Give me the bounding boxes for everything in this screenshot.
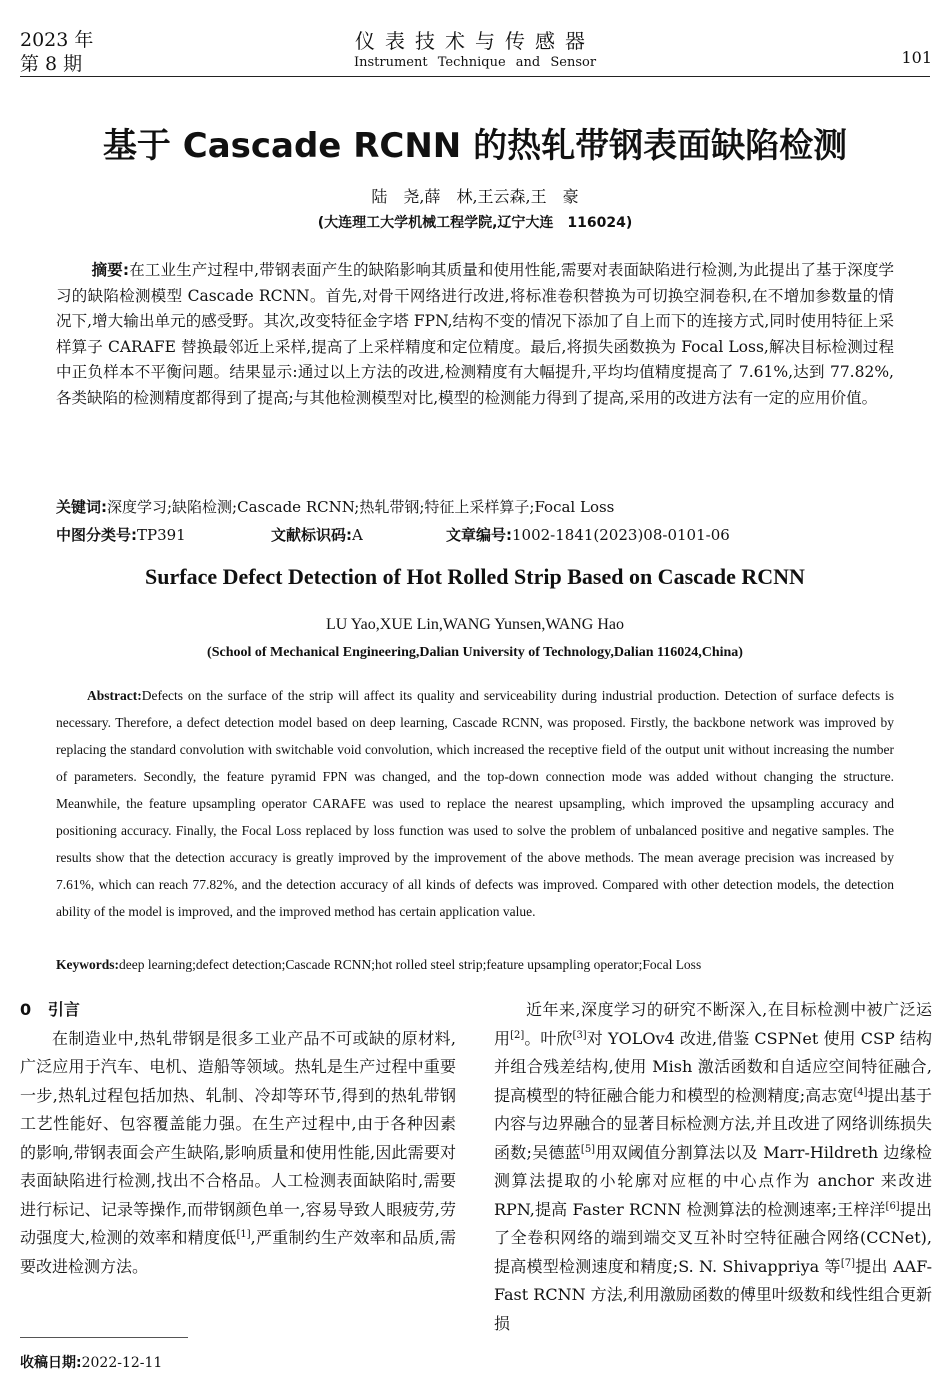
journal-name-en: Instrument Technique and Sensor (353, 55, 597, 70)
citation-2[interactable]: [2] (510, 1029, 525, 1041)
journal-name-cn: 仪表技术与传感器 (355, 29, 595, 53)
journal-name (0, 28, 950, 72)
intro-p2-e: 用双阈值分割算法以及 Marr-Hildreth 边缘检测算法提取的小轮廓对应框的中心点作为 anchor 来改进 RPN,提高 Faster RCNN 检测算法的检测速率;王梓洋 (494, 1142, 932, 1219)
body-column-left (20, 996, 456, 1281)
clc-label: 中图分类号: (56, 526, 137, 544)
abstract-cn-text: 在工业生产过程中,带钢表面产生的缺陷影响其质量和使用性能,需要对表面缺陷进行检测,为此提出了基于深度学习的缺陷检测模型 Cascade RCNN。首先,对骨干网络进行改进,将标准卷积替换为可切换空洞卷积,在不增加参数量的情况下,增大输出单元的感受野。其次,改变特征金字塔 FPN,结构不变的情况下添加了自上而下的连接方式,同时使用特征上采样算子 CARAFE 替换最邻近上采样,提高了上采样精度和定位精度。最后,将损失函数换为 Focal Loss,解决目标检测过程中正负样本不平衡问题。结果显示:通过以上方法的改进,检测精度有大幅提升,平均均值精度提高了 7.61%,达到 77.82%,各类缺陷的检测精度都得到了提高;与其他检测模型对比,模型的检测能力得到了提高,采用的改进方法有一定的应用价值。 (56, 261, 894, 407)
header-divider (20, 76, 930, 77)
intro-p2-d: 提出基于内容与边界融合的显著目标检测方法,并且改进了网络训练损失函数;吴德蓝 (494, 1085, 932, 1162)
doc-code-cell (271, 524, 446, 546)
citation-1[interactable]: [1] (236, 1229, 251, 1240)
section-heading-intro (20, 996, 456, 1025)
keywords-cn-text: 深度学习;缺陷检测;Cascade RCNN;热轧带钢;特征上采样算子;Focal Loss (107, 498, 615, 516)
abstract-en (56, 682, 894, 925)
issue-number: 第 8 期 (20, 53, 83, 75)
intro-paragraph-1 (20, 1025, 456, 1282)
authors-cn: 陆 尧,薛 林,王云森,王 豪 (371, 187, 579, 206)
abstract-en-text: Defects on the surface of the strip will affect its quality and serviceability during industrial production. Detection of surface defects is necessary. Therefore, a defect detection model based on deep learning, Cascade RCNN, was proposed. Firstly, the backbone network was improved by replacing the standard convolution with switchable void convolution, which increased the receptive field of the output unit without increasing the number of parameters. Secondly, the feature pyramid FPN was changed, and the top-down connection mode was added without changing the structure. Meanwhile, the feature upsampling operator CARAFE was used to replace the nearest upsampling, which improved the upsampling accuracy and positioning accuracy. Finally, the Focal Loss replaced by loss function was used to solve the problem of unbalanced positive and negative samples. The results show that the detection accuracy is greatly improved by the improvement of the above methods. The mean average precision was increased by 7.61%, which can reach 77.82%, and the detection accuracy of all kinds of defects was improved. Compared with other detection models, the detection ability of the model is improved, and the improved method has certain application value. (56, 688, 894, 919)
intro-p2-a: 近年来,深度学习的研究不断深入,在目标检测中被广泛运用 (494, 1000, 932, 1048)
citation-3[interactable]: [3] (572, 1029, 587, 1041)
article-number-cell (446, 524, 730, 546)
article-number-label: 文章编号: (446, 526, 512, 544)
page-number: 101 (901, 48, 932, 67)
intro-p2-c: 对 YOLOv4 改进,借鉴 CSPNet 使用 CSP 结构并组合残差结构,使用 Mish 激活函数和自适应空间特征融合,提高模型的特征融合能力和模型的检测精度;高志宽 (494, 1028, 932, 1105)
title-en: Surface Defect Detection of Hot Rolled Strip Based on Cascade RCNN (145, 564, 805, 589)
classification-row (56, 524, 896, 546)
intro-p1-end: ,严重制约生产效率和品质,需要改进检测方法。 (20, 1228, 456, 1276)
abstract-en-label: Abstract: (87, 688, 142, 703)
authors-en: LU Yao,XUE Lin,WANG Yunsen,WANG Hao (325, 616, 625, 633)
affiliation-en: (School of Mechanical Engineering,Dalian University of Technology,Dalian 116024,China) (207, 645, 743, 660)
citation-5[interactable]: [5] (580, 1143, 596, 1155)
footnote-divider (20, 1337, 188, 1338)
citation-6[interactable]: [6] (885, 1200, 900, 1212)
clc-value: TP391 (137, 526, 186, 544)
section-title: 引言 (47, 1000, 80, 1019)
section-number: 0 (20, 1000, 32, 1019)
intro-p2-f: 提出了全卷积网络的端到端交叉互补时空特征融合网络(CCNet),提高模型检测速度和精度;S. N. Shivappriya 等 (494, 1199, 932, 1276)
abstract-cn (56, 258, 894, 412)
keywords-cn (56, 496, 894, 518)
footnote-received (20, 1352, 162, 1372)
intro-p2-b: 。叶欣 (524, 1028, 573, 1048)
intro-paragraph-2 (494, 996, 932, 1338)
keywords-en-text: deep learning;defect detection;Cascade RCNN;hot rolled steel strip;feature upsampling operator;Focal Loss (119, 957, 702, 972)
body-column-right (494, 996, 932, 1338)
keywords-en-label: Keywords: (56, 957, 119, 972)
clc-cell (56, 524, 271, 546)
keywords-en (56, 954, 894, 976)
received-date: 2022-12-11 (81, 1355, 163, 1371)
intro-p2-g: 提出 AAF-Fast RCNN 方法,利用激励函数的傅里叶级数和线性组合更新损 (494, 1256, 932, 1333)
keywords-cn-label: 关键词: (56, 498, 107, 516)
article-number-value: 1002-1841(2023)08-0101-06 (512, 526, 730, 544)
doc-code-value: A (352, 526, 363, 544)
citation-4[interactable]: [4] (853, 1086, 868, 1098)
affiliation-cn: (大连理工大学机械工程学院,辽宁大连 116024) (317, 215, 633, 231)
abstract-cn-label: 摘要: (91, 261, 130, 279)
issue-year: 2023 年 (20, 29, 94, 51)
received-label: 收稿日期: (20, 1355, 82, 1371)
title-cn: 基于 Cascade RCNN 的热轧带钢表面缺陷检测 (102, 126, 848, 166)
doc-code-label: 文献标识码: (271, 526, 352, 544)
citation-7[interactable]: [7] (840, 1257, 855, 1269)
intro-p1-text: 在制造业中,热轧带钢是很多工业产品不可或缺的原材料,广泛应用于汽车、电机、造船等领域。热轧是生产过程中重要一步,热轧过程包括加热、轧制、冷却等环节,得到的热轧带钢工艺性能好、包容覆盖能力强。在生产过程中,由于各种因素的影响,带钢表面会产生缺陷,影响质量和使用性能,因此需要对表面缺陷进行检测,找出不合格品。人工检测表面缺陷时,需要进行标记、记录等操作,而带钢颜色单一,容易导致人眼疲劳,劳动强度大,检测的效率和精度低 (20, 1028, 456, 1247)
